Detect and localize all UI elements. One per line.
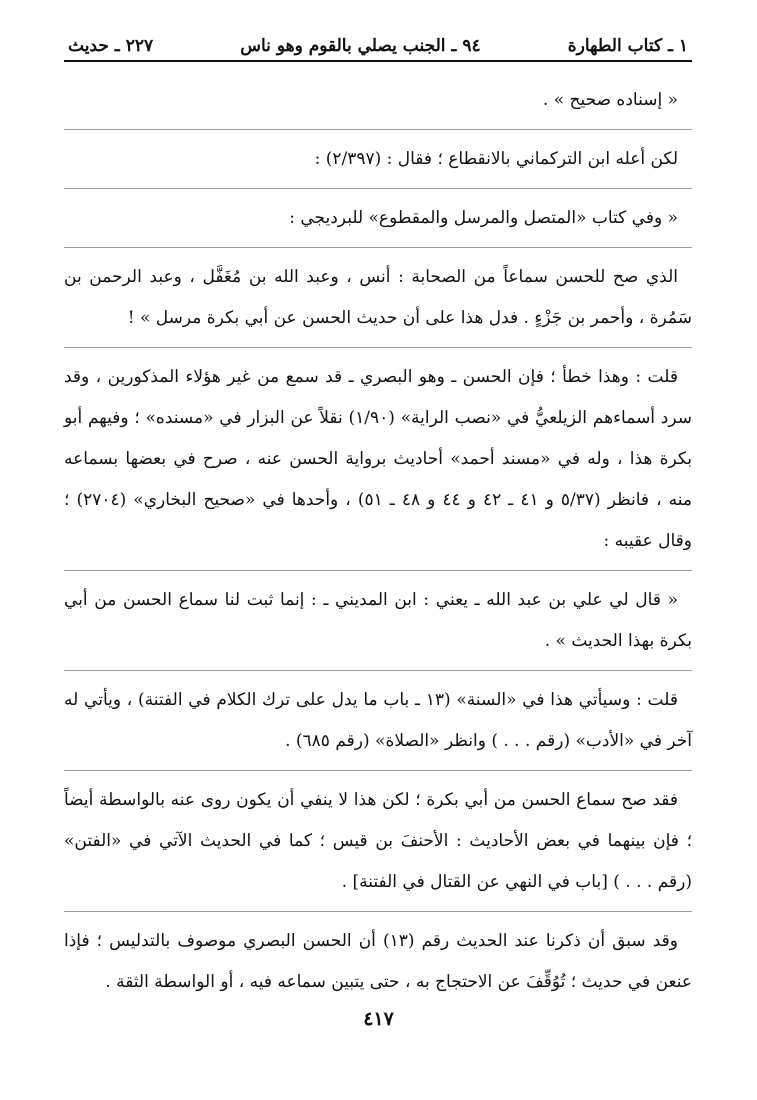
separator-1 (64, 129, 692, 130)
paragraph-7: قلت : وسيأتي هذا في «السنة» (١٣ ـ باب ما يدل على ترك الكلام في الفتنة) ، ويأتي له آخر في «الأدب» (رقم . . . ) وانظر «الصلاة» (رقم ٦٨٥) . (64, 690, 692, 751)
separator-7 (64, 770, 692, 771)
running-header (64, 36, 692, 60)
paragraph-4: الذي صح للحسن سماعاً من الصحابة : أنس ، وعبد الله بن مُغَفَّل ، وعبد الرحمن بن سَمُرة ، وأحمر بن جَزْءٍ . فدل هذا على أن حديث الحسن عن أبي بكرة مرسل » ! (64, 267, 692, 328)
paragraph-6: « قال لي علي بن عبد الله ـ يعني : ابن المديني ـ : إنما ثبت لنا سماع الحسن من أبي بكرة بهذا الحديث » . (64, 590, 692, 651)
text-block-4 (64, 257, 692, 339)
text-block-9 (64, 921, 692, 1003)
paragraph-1: « إسناده صحيح » . (542, 90, 678, 110)
text-block-5 (64, 357, 692, 562)
separator-2 (64, 188, 692, 189)
separator-8 (64, 911, 692, 912)
text-block-1 (64, 80, 692, 121)
separator-4 (64, 347, 692, 348)
text-block-2 (64, 139, 692, 180)
paragraph-2: لكن أعله ابن التركماني بالانقطاع ؛ فقال : (٢/٣٩٧) : (314, 149, 678, 169)
text-block-8 (64, 780, 692, 903)
paragraph-3: « وفي كتاب «المتصل والمرسل والمقطوع» للبرديجي : (289, 208, 678, 228)
separator-6 (64, 670, 692, 671)
header-chapter: ١ ـ كتاب الطهارة (567, 36, 688, 56)
header-rule (64, 60, 692, 62)
text-block-6 (64, 580, 692, 662)
text-block-3 (64, 198, 692, 239)
paragraph-5: قلت : وهذا خطأ ؛ فإن الحسن ـ وهو البصري ـ قد سمع من غير هؤلاء المذكورين ، وقد سرد أسماءهم الزيلعيُّ في «نصب الراية» (١/٩٠) نقلاً عن البزار في «مسنده» ؛ وفيهم أبو بكرة هذا ، وله في «مسند أحمد» أحاديث برواية الحسن عنه ، صرح في بعضها بسماعه منه ، فانظر (٥/٣٧ و ٤١ ـ ٤٢ و ٤٤ و ٤٨ ـ ٥١) ، وأحدها في «صحيح البخاري» (٢٧٠٤) ؛ وقال عقيبه : (64, 367, 692, 551)
header-hadith-number: ٢٢٧ ـ حديث (68, 36, 154, 56)
paragraph-8: فقد صح سماع الحسن من أبي بكرة ؛ لكن هذا لا ينفي أن يكون روى عنه بالواسطة أيضاً ؛ فإن بينهما في بعض الأحاديث : الأحنفَ بن قيس ؛ كما في الحديث الآتي في «الفتن» (رقم . . . ) [باب في النهي عن القتال في الفتنة] . (64, 790, 692, 892)
text-block-7 (64, 680, 692, 762)
separator-3 (64, 247, 692, 248)
header-section: ٩٤ ـ الجنب يصلي بالقوم وهو ناس (240, 36, 481, 56)
paragraph-9: وقد سبق أن ذكرنا عند الحديث رقم (١٣) أن الحسن البصري موصوف بالتدليس ؛ فإذا عنعن في حديث ؛ تُوُقِّفَ عن الاحتجاج به ، حتى يتبين سماعه فيه ، أو الواسطة الثقة . (64, 931, 692, 992)
separator-5 (64, 570, 692, 571)
book-page (64, 36, 692, 1003)
page-number: ٤١٧ (363, 1008, 394, 1030)
